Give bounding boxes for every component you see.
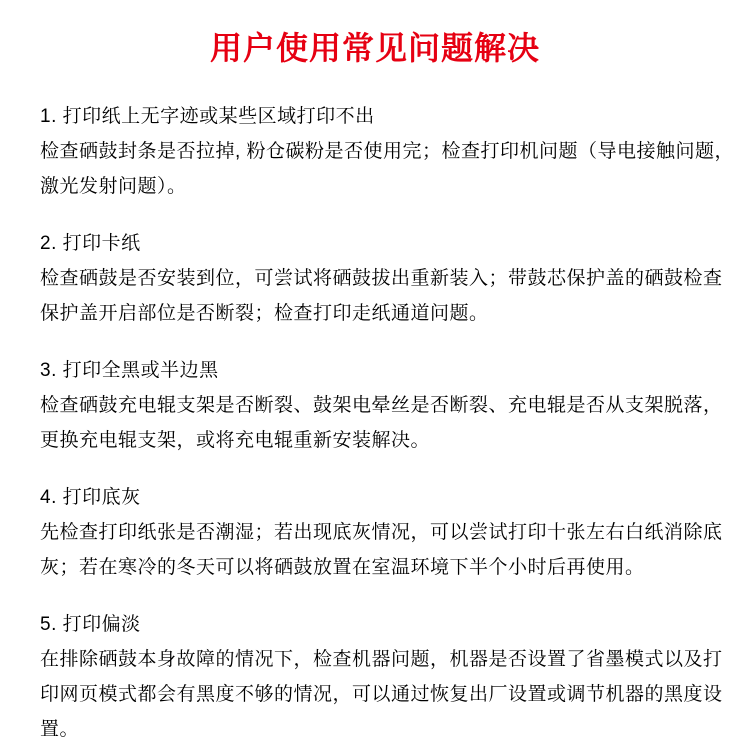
- section-line: 灰；若在寒冷的冬天可以将硒鼓放置在室温环境下半个小时后再使用。: [40, 557, 645, 578]
- section-line: 更换充电辊支架，或将充电辊重新安装解决。: [40, 430, 431, 451]
- section-line: 保护盖开启部位是否断裂；检查打印走纸通道问题。: [40, 303, 489, 324]
- section-line: 先检查打印纸张是否潮湿；若出现底灰情况，可以尝试打印十张左右白纸消除底: [40, 522, 723, 543]
- section-heading: 5. 打印偏淡: [40, 614, 141, 635]
- section-heading: 2. 打印卡纸: [40, 233, 141, 254]
- section-line: 激光发射问题）。: [40, 176, 187, 197]
- page-title: 用户使用常见问题解决: [209, 30, 540, 66]
- faq-section-5: [40, 607, 723, 747]
- section-line: 印网页模式都会有黑度不够的情况，可以通过恢复出厂设置或调节机器的黑度设: [40, 684, 723, 705]
- section-line: 检查硒鼓是否安装到位，可尝试将硒鼓拔出重新装入；带鼓芯保护盖的硒鼓检查: [40, 268, 723, 289]
- faq-section-3: [40, 353, 723, 458]
- section-heading: 1. 打印纸上无字迹或某些区域打印不出: [40, 106, 375, 127]
- section-line: 在排除硒鼓本身故障的情况下，检查机器问题，机器是否设置了省墨模式以及打: [40, 649, 723, 670]
- section-heading: 3. 打印全黑或半边黑: [40, 360, 219, 381]
- faq-section-1: [40, 99, 735, 204]
- faq-section-4: [40, 480, 723, 585]
- faq-content: [0, 99, 750, 747]
- section-line: 检查硒鼓充电辊支架是否断裂、鼓架电晕丝是否断裂、充电辊是否从支架脱落，: [40, 395, 723, 416]
- faq-section-2: [40, 226, 723, 331]
- section-line: 置。: [40, 719, 80, 740]
- section-heading: 4. 打印底灰: [40, 487, 141, 508]
- section-line: 检查硒鼓封条是否拉掉, 粉仓碳粉是否使用完；检查打印机问题（导电接触问题，: [40, 141, 735, 162]
